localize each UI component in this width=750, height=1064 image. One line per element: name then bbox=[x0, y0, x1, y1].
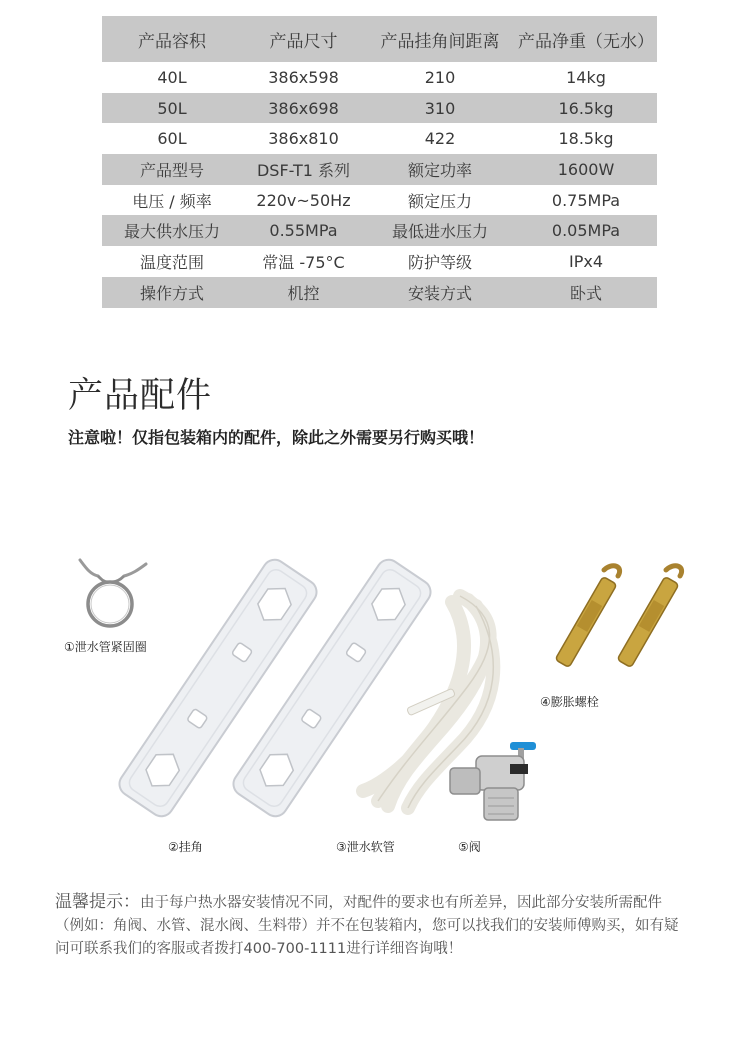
part-label-bolt: ④膨胀螺栓 bbox=[540, 695, 599, 709]
table-row bbox=[102, 123, 657, 154]
table-cell: 18.5kg bbox=[558, 129, 614, 149]
table-cell: 额定功率 bbox=[407, 160, 472, 180]
table-row bbox=[102, 215, 657, 246]
section-title: 产品配件 bbox=[68, 376, 213, 416]
table-cell: 60L bbox=[157, 129, 187, 149]
tip-line bbox=[55, 891, 715, 915]
table-cell: 防护等级 bbox=[407, 252, 472, 272]
table-row bbox=[102, 93, 657, 124]
table-cell: 0.05MPa bbox=[551, 221, 621, 241]
table-cell: 386x598 bbox=[268, 67, 339, 87]
table-cell: 0.55MPa bbox=[269, 221, 338, 241]
tip-text: 由于每户热水器安装情况不同，对配件的要求也有所差异，因此部分安装所需配件 bbox=[140, 895, 662, 911]
table-cell: 最低进水压力 bbox=[391, 222, 488, 242]
header-cell: 产品挂角间距离 bbox=[380, 31, 500, 52]
table-cell: 产品型号 bbox=[139, 160, 204, 180]
table-cell: 电压 / 频率 bbox=[132, 191, 212, 211]
spec-table-header bbox=[102, 16, 657, 62]
table-cell: 常温 -75°C bbox=[262, 252, 345, 272]
table-row bbox=[102, 246, 657, 277]
table-cell: 40L bbox=[157, 67, 187, 87]
table-row bbox=[102, 185, 657, 216]
table-cell: 0.75MPa bbox=[551, 190, 621, 210]
table-cell: 最大供水压力 bbox=[123, 222, 220, 242]
table-cell: 422 bbox=[424, 129, 456, 149]
table-cell: IPx4 bbox=[568, 251, 603, 271]
table-cell: 1600W bbox=[557, 159, 615, 179]
valve-image bbox=[448, 738, 544, 830]
part-label-valve: ⑤阀 bbox=[458, 840, 481, 854]
part-label-clamp: ①泄水管紧固圈 bbox=[64, 640, 147, 654]
table-cell: 310 bbox=[424, 98, 456, 118]
spec-table bbox=[102, 16, 657, 308]
expansion-bolt-image bbox=[528, 562, 694, 682]
table-row bbox=[102, 277, 657, 308]
table-cell: 操作方式 bbox=[139, 283, 204, 303]
table-cell: 386x810 bbox=[268, 129, 339, 149]
header-cell: 产品尺寸 bbox=[269, 31, 338, 52]
table-cell: 210 bbox=[424, 67, 456, 87]
table-cell: 额定压力 bbox=[407, 191, 472, 211]
table-cell: 安装方式 bbox=[407, 283, 472, 303]
tip-text: （例如：角阀、水管、混水阀、生料带）并不在包装箱内，您可以找我们的安装师傅购买，如有疑 bbox=[55, 918, 679, 934]
tip-title: 温馨提示： bbox=[55, 892, 140, 912]
notice-text: 注意啦！仅指包装箱内的配件，除此之外需要另行购买哦！ bbox=[68, 428, 485, 447]
part-label-hose: ③泄水软管 bbox=[336, 840, 395, 854]
table-cell: 386x698 bbox=[268, 98, 339, 118]
table-row bbox=[102, 154, 657, 185]
warm-tip bbox=[55, 891, 715, 961]
table-cell: 温度范围 bbox=[139, 252, 204, 272]
table-cell: 16.5kg bbox=[558, 98, 614, 118]
table-cell: 卧式 bbox=[569, 283, 602, 303]
table-cell: 机控 bbox=[287, 283, 320, 303]
header-cell: 产品容积 bbox=[138, 31, 206, 52]
table-cell: 220v~50Hz bbox=[256, 190, 351, 210]
table-cell: DSF-T1 系列 bbox=[256, 160, 351, 180]
table-cell: 14kg bbox=[566, 67, 606, 87]
table-cell: 50L bbox=[157, 98, 187, 118]
part-label-bracket: ②挂角 bbox=[168, 840, 203, 854]
tip-text: 问可联系我们的客服或者拨打400-700-1111进行详细咨询哦！ bbox=[55, 941, 463, 957]
header-cell: 产品净重（无水） bbox=[518, 31, 654, 52]
table-row bbox=[102, 62, 657, 93]
